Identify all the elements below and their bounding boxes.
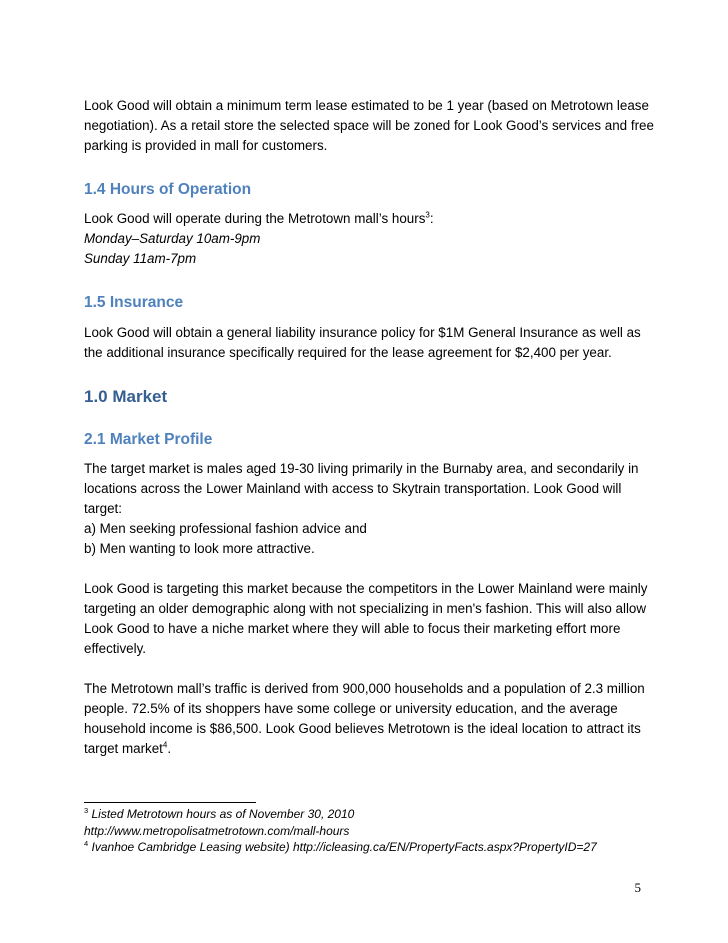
profile-p2-line-2: targeting an older demographic along with not specializing in men's fashion. This will also allow bbox=[84, 601, 647, 616]
market-heading: 1.0 Market bbox=[84, 387, 168, 406]
market-profile-heading: 2.1 Market Profile bbox=[84, 431, 213, 448]
profile-p2-line-3: Look Good to have a niche market where they will able to focus their marketing effort more bbox=[84, 621, 621, 636]
footnote-ref-3: 3 bbox=[425, 210, 430, 220]
page-number: 5 bbox=[634, 880, 641, 895]
footnote-4 bbox=[84, 839, 684, 856]
hours-text-body: Look Good will operate during the Metrotown mall’s hours bbox=[84, 211, 426, 226]
footnote-4-text[interactable]: Ivanhoe Cambridge Leasing website) http://icleasing.ca/EN/PropertyFacts.aspx?PropertyID=27 bbox=[88, 840, 597, 854]
profile-p1-line-2: locations across the Lower Mainland with access to Skytrain transportation. Look Good will bbox=[84, 481, 622, 496]
profile-p3-end: . bbox=[167, 741, 172, 756]
intro-line-1: Look Good will obtain a minimum term lease estimated to be 1 year (based on Metrotown lease bbox=[84, 98, 649, 113]
footnote-separator bbox=[84, 802, 256, 803]
footnote-3 bbox=[84, 806, 684, 823]
hours-heading: 1.4 Hours of Operation bbox=[84, 181, 252, 198]
profile-p3-line-3: household income is $86,500. Look Good believes Metrotown is the ideal location to attract its bbox=[84, 721, 641, 736]
profile-p1-line-3: target: bbox=[84, 501, 122, 516]
profile-p1-line-5: b) Men wanting to look more attractive. bbox=[84, 541, 315, 556]
hours-weekday: Monday–Saturday 10am-9pm bbox=[84, 231, 261, 246]
hours-sunday: Sunday 11am-7pm bbox=[84, 251, 197, 266]
profile-p3-line-1: The Metrotown mall’s traffic is derived from 900,000 households and a population of 2.3 million bbox=[84, 681, 645, 696]
hours-text bbox=[84, 209, 654, 229]
insurance-heading: 1.5 Insurance bbox=[84, 294, 184, 311]
footnote-3-mark: 3 bbox=[84, 806, 89, 815]
insurance-line-2: the additional insurance specifically required for the lease agreement for $2,400 per year. bbox=[84, 345, 612, 360]
footnote-3-url[interactable]: http://www.metropolisatmetrotown.com/mall-hours bbox=[84, 823, 350, 838]
document-body bbox=[84, 96, 654, 759]
profile-p3-last: target market bbox=[84, 741, 163, 756]
footnote-4-mark: 4 bbox=[84, 839, 89, 848]
profile-p1-line-1: The target market is males aged 19-30 living primarily in the Burnaby area, and secondarily in bbox=[84, 461, 639, 476]
footnotes bbox=[84, 806, 684, 856]
profile-p2-line-4: effectively. bbox=[84, 641, 147, 656]
profile-p3-line-4 bbox=[84, 739, 654, 759]
insurance-line-1: Look Good will obtain a general liability insurance policy for $1M General Insurance as well as bbox=[84, 325, 641, 340]
profile-p1-line-4: a) Men seeking professional fashion advice and bbox=[84, 521, 367, 536]
profile-p3-line-2: people. 72.5% of its shoppers have some college or university education, and the average bbox=[84, 701, 618, 716]
intro-line-3: parking is provided in mall for customers. bbox=[84, 138, 328, 153]
footnote-3-text: Listed Metrotown hours as of November 30, 2010 bbox=[88, 807, 355, 821]
profile-p2-line-1: Look Good is targeting this market because the competitors in the Lower Mainland were mainly bbox=[84, 581, 648, 596]
intro-line-2: negotiation). As a retail store the selected space will be zoned for Look Good’s services and free bbox=[84, 118, 654, 133]
footnote-ref-4: 4 bbox=[162, 740, 168, 750]
hours-text-end: : bbox=[429, 211, 434, 226]
